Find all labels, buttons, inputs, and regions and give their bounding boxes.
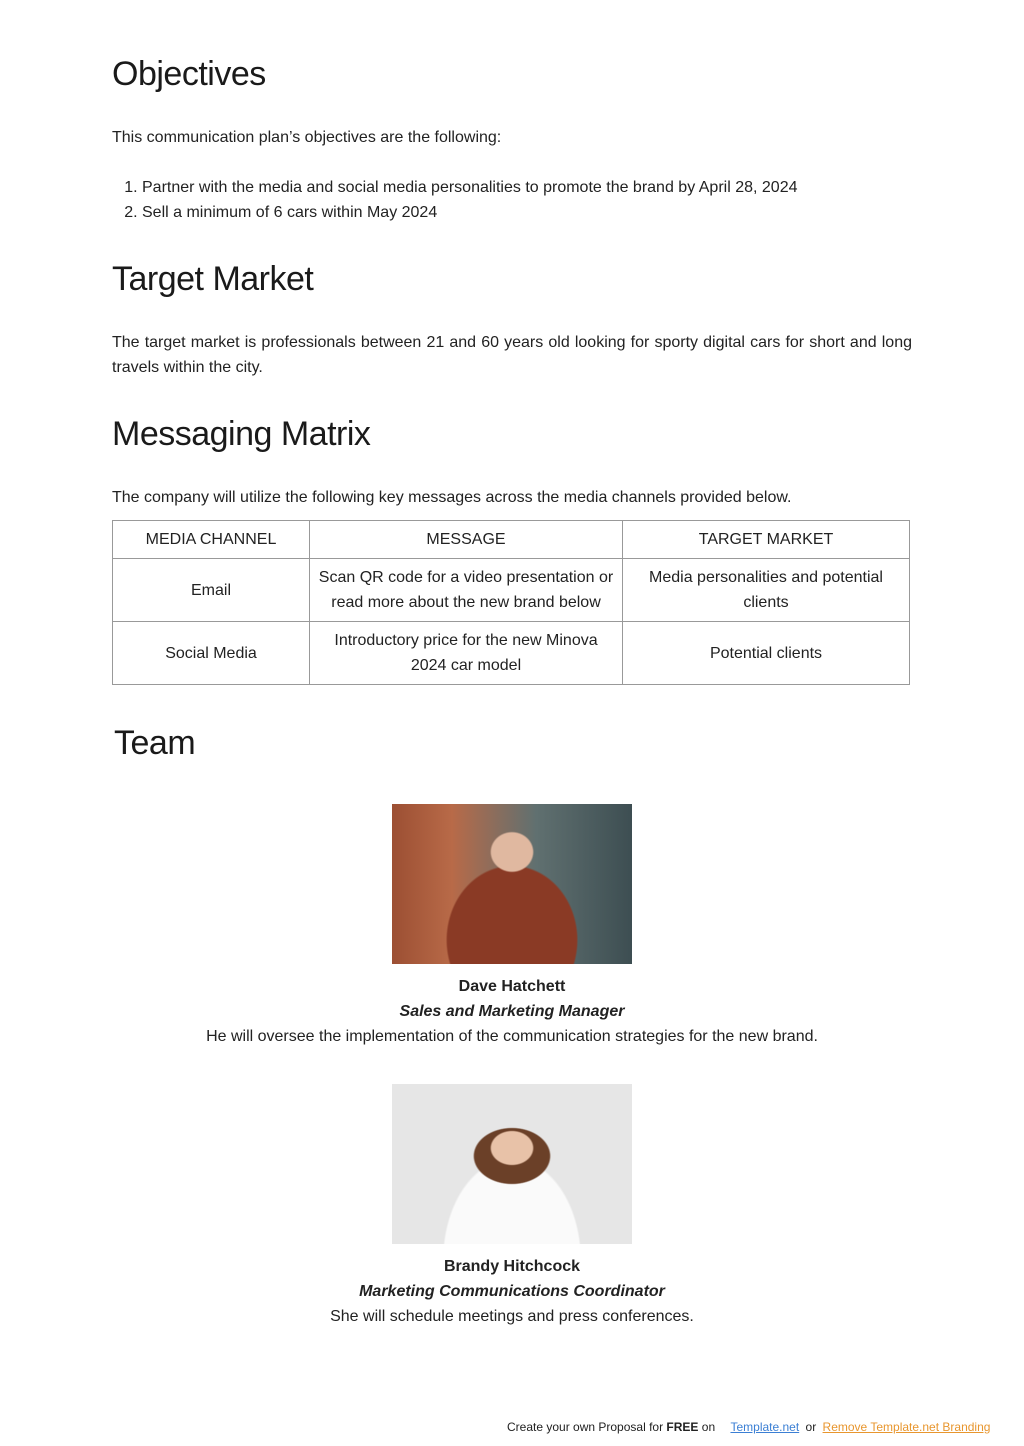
team-member-card [112, 804, 912, 1049]
team-heading: Team [114, 724, 196, 762]
template-net-link[interactable]: Template.net [730, 1420, 800, 1434]
footer-text: Create your own Proposal for [507, 1420, 667, 1434]
matrix-intro: The company will utilize the following key messages across the media channels provided below. [112, 489, 792, 506]
objectives-list [112, 175, 798, 225]
table-cell: Scan QR code for a video presentation or read more about the new brand below [310, 559, 623, 622]
target-market-heading: Target Market [112, 260, 314, 298]
column-header: TARGET MARKET [623, 521, 910, 559]
footer-banner [507, 1420, 990, 1434]
table-cell: Media personalities and potential clients [623, 559, 910, 622]
member-name: Brandy Hitchcock [443, 1258, 581, 1275]
column-header: MEDIA CHANNEL [113, 521, 310, 559]
column-header: MESSAGE [310, 521, 623, 559]
member-description: He will oversee the implementation of the communication strategies for the new brand. [206, 1028, 818, 1045]
remove-branding-link[interactable]: Remove Template.net Branding [822, 1420, 991, 1434]
member-role: Sales and Marketing Manager [399, 1003, 625, 1020]
member-description: She will schedule meetings and press conferences. [330, 1308, 694, 1325]
messaging-matrix-table [112, 520, 910, 685]
objectives-intro: This communication plan’s objectives are the following: [112, 129, 502, 146]
objectives-heading: Objectives [112, 55, 266, 93]
target-market-text: The target market is professionals between 21 and 60 years old looking for sporty digital cars for short and long travels within the city. [112, 334, 912, 376]
footer-free: FREE [666, 1420, 699, 1434]
team-member-card [112, 1084, 912, 1329]
footer-or: or [805, 1420, 817, 1434]
table-header-row [113, 521, 910, 559]
member-name: Dave Hatchett [458, 978, 566, 995]
table-cell: Email [113, 559, 310, 622]
team-member-photo [392, 1084, 632, 1244]
list-item: 1. Partner with the media and social media personalities to promote the brand by April 28, 2024 [142, 175, 798, 200]
team-member-photo [392, 804, 632, 964]
table-cell: Potential clients [623, 622, 910, 685]
table-row [113, 622, 910, 685]
footer-on: on [698, 1420, 716, 1434]
member-role: Marketing Communications Coordinator [359, 1283, 665, 1300]
list-item: 2. Sell a minimum of 6 cars within May 2024 [142, 200, 798, 225]
table-cell: Introductory price for the new Minova 2024 car model [310, 622, 623, 685]
table-cell: Social Media [113, 622, 310, 685]
table-row [113, 559, 910, 622]
messaging-matrix-heading: Messaging Matrix [112, 415, 371, 453]
